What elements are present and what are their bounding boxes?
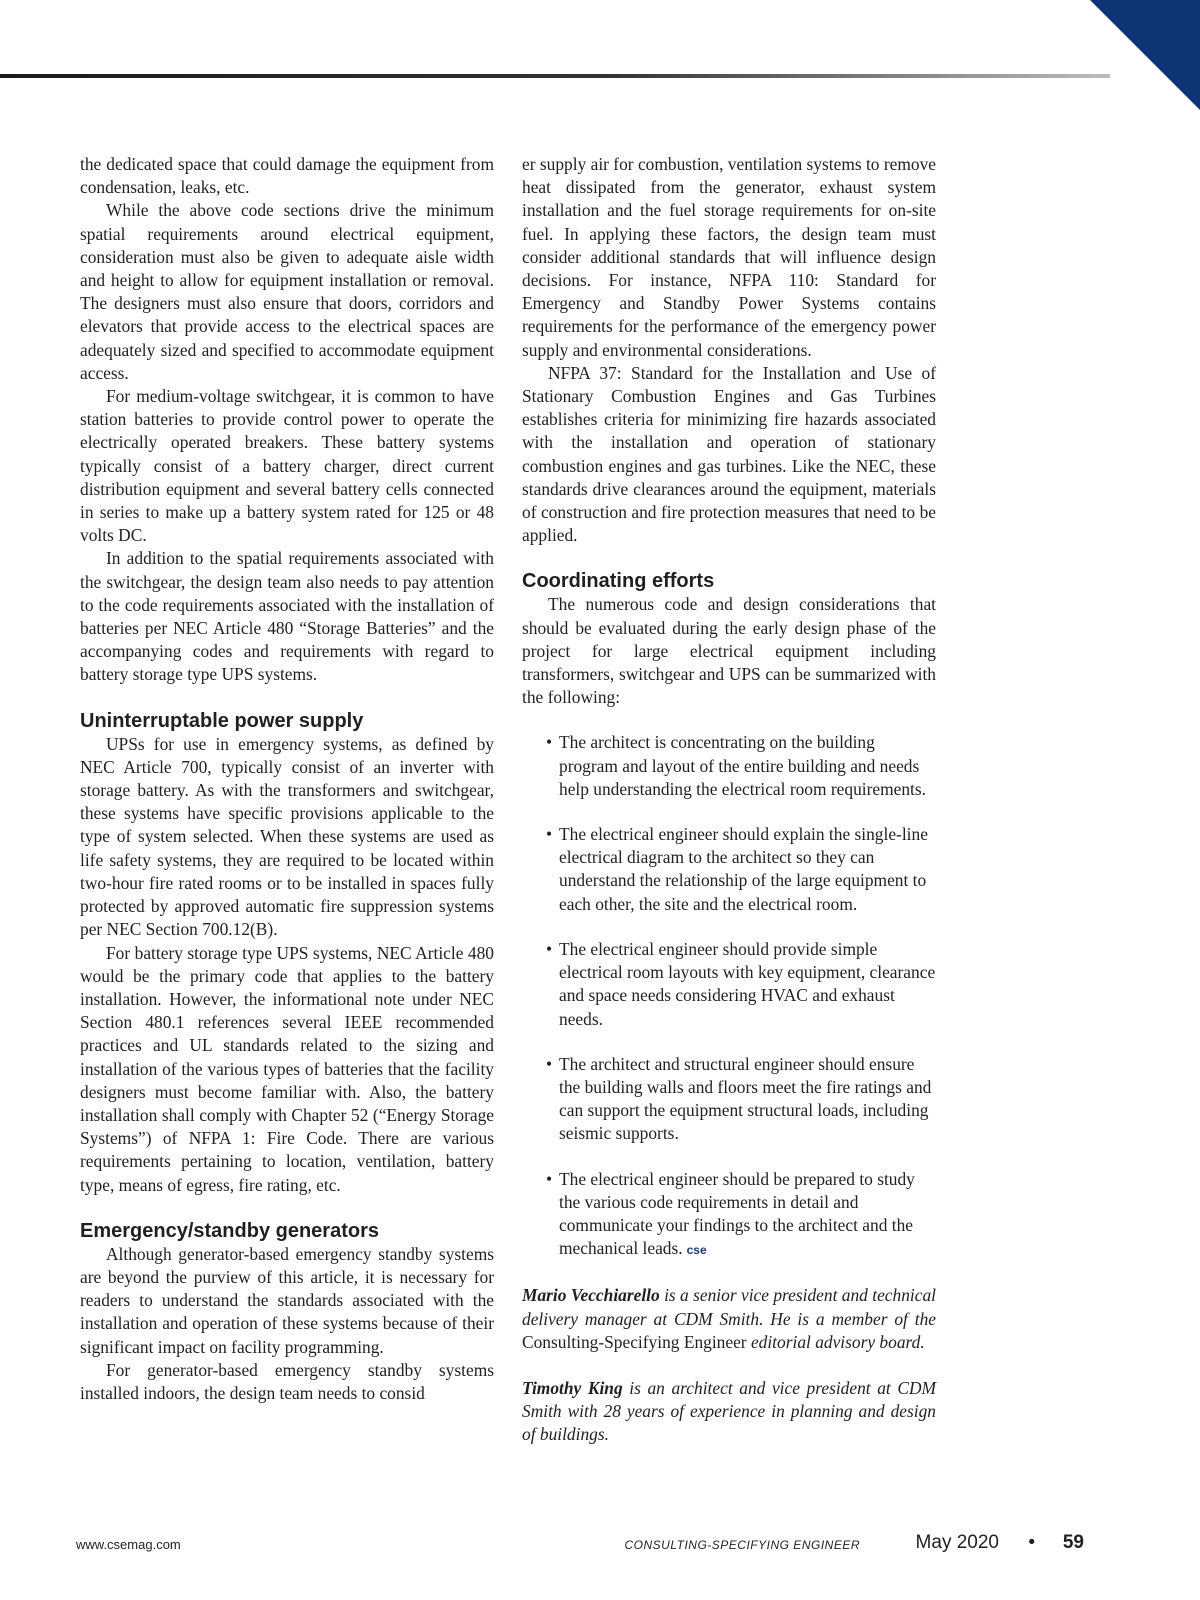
page-number: 59	[1062, 1532, 1084, 1553]
paragraph: Although generator-based emergency standby systems are beyond the purview of this article, it is necessary for readers to understand the standards associated with the installation and operation of these systems because of their significant impact on facility programming.	[80, 1243, 494, 1357]
cse-end-mark: cse	[686, 1243, 707, 1258]
footer-publication: CONSULTING-SPECIFYING ENGINEER	[624, 1538, 860, 1552]
footer-date: May 2020	[915, 1532, 999, 1553]
list-item: • The electrical engineer should be prepared to study the various code requirements in detail and communicate your findings to the architect and the mechanical leads. cse	[546, 1168, 936, 1263]
paragraph: For generator-based emergency standby systems installed indoors, the design team needs to consid	[80, 1359, 494, 1403]
header-rule	[0, 74, 1110, 78]
publication-name: Consulting-Specifying Engineer	[522, 1331, 747, 1352]
list-item: • The architect and structural engineer should ensure the building walls and floors meet the fire ratings and can support the equipment structural loads, including seismic supports.	[546, 1053, 936, 1146]
author-bio: Mario Vecchiarello is a senior vice president and technical delivery manager at CDM Smith. He is a member of the Consulting-Specifying Engineer editorial advisory board.	[522, 1285, 936, 1352]
footer-url[interactable]: www.csemag.com	[76, 1537, 181, 1552]
corner-accent-triangle	[1090, 0, 1200, 110]
section-heading-generators: Emergency/standby generators	[80, 1219, 379, 1242]
right-column	[522, 153, 936, 1447]
paragraph: In addition to the spatial requirements associated with the switchgear, the design team also needs to pay attention to the code requirements associated with the installation of batteries per NEC Article 480 “Storage Batteries” and the accompanying codes and requirements with regard to battery storage type UPS systems.	[80, 548, 494, 685]
left-column	[80, 153, 494, 1405]
paragraph: the dedicated space that could damage the equipment from condensation, leaks, etc.	[80, 154, 494, 198]
paragraph: For battery storage type UPS systems, NEC Article 480 would be the primary code that applies to the battery installation. However, the informational note under NEC Section 480.1 references several IEEE recommended practices and UL standards related to the sizing and installation of the various types of batteries that the facility designers must become familiar with. Also, the battery installation shall comply with Chapter 52 (“Energy Storage Systems”) of NFPA 1: Fire Code. There are various requirements pertaining to location, ventilation, battery type, means of egress, fire rating, etc.	[80, 942, 494, 1195]
author-bio: Timothy King is an architect and vice president at CDM Smith with 28 years of experience in planning and design of buildings.	[522, 1377, 936, 1445]
list-item: • The electrical engineer should explain the single-line electrical diagram to the architect so they can understand the relationship of the large equipment to each other, the site and the electrical room.	[546, 823, 936, 916]
list-item: • The electrical engineer should provide simple electrical room layouts with key equipment, clearance and space needs considering HVAC and exhaust needs.	[546, 938, 936, 1031]
list-item: • The architect is concentrating on the building program and layout of the entire building and needs help understanding the electrical room requirements.	[546, 731, 936, 801]
footer-separator: •	[1028, 1532, 1035, 1553]
paragraph: While the above code sections drive the minimum spatial requirements around electrical equipment, consideration must also be given to adequate aisle width and height to allow for equipment installation or removal. The designers must also ensure that doors, corridors and elevators that provide access to the electrical spaces are adequately sized and specified to accommodate equipment access.	[80, 200, 494, 383]
paragraph: er supply air for combustion, ventilation systems to remove heat dissipated from the generator, exhaust system installation and the fuel storage requirements for on-site fuel. In applying these factors, the design team must consider additional standards that will influence design decisions. For instance, NFPA 110: Standard for Emergency and Standby Power Systems contains requirements for the performance of the emergency power supply and environmental considerations.	[522, 154, 936, 360]
section-heading-ups: Uninterruptable power supply	[80, 709, 364, 732]
author-name: Mario Vecchiarello	[522, 1285, 660, 1306]
page-footer	[76, 1532, 1124, 1558]
paragraph: NFPA 37: Standard for the Installation and Use of Stationary Combustion Engines and Gas Turbines establishes criteria for minimizing fire hazards associated with the installation and operation of stationary combustion engines and gas turbines. Like the NEC, these standards drive clearances around the equipment, materials of construction and fire protection measures that need to be applied.	[522, 362, 936, 546]
section-heading-coordinating: Coordinating efforts	[522, 570, 715, 593]
paragraph: UPSs for use in emergency systems, as defined by NEC Article 700, typically consist of an inverter with storage battery. As with the transformers and switchgear, these systems have specific provisions applicable to the type of system selected. When these systems are used as life safety systems, they are required to be located within two-hour fire rated rooms or to be installed in spaces fully protected by approved automatic fire suppression systems per NEC Section 700.12(B).	[80, 733, 494, 940]
paragraph: For medium-voltage switchgear, it is common to have station batteries to provide control power to operate the electrically operated breakers. These battery systems typically consist of a battery charger, direct current distribution equipment and several battery cells connected in series to make up a battery system rated for 125 or 48 volts DC.	[80, 386, 494, 546]
paragraph: The numerous code and design considerations that should be evaluated during the early design phase of the project for large electrical equipment including transformers, switchgear and UPS can be summarized with the following:	[522, 594, 936, 708]
bullet-list	[522, 731, 936, 1262]
author-name: Timothy King	[522, 1377, 623, 1398]
